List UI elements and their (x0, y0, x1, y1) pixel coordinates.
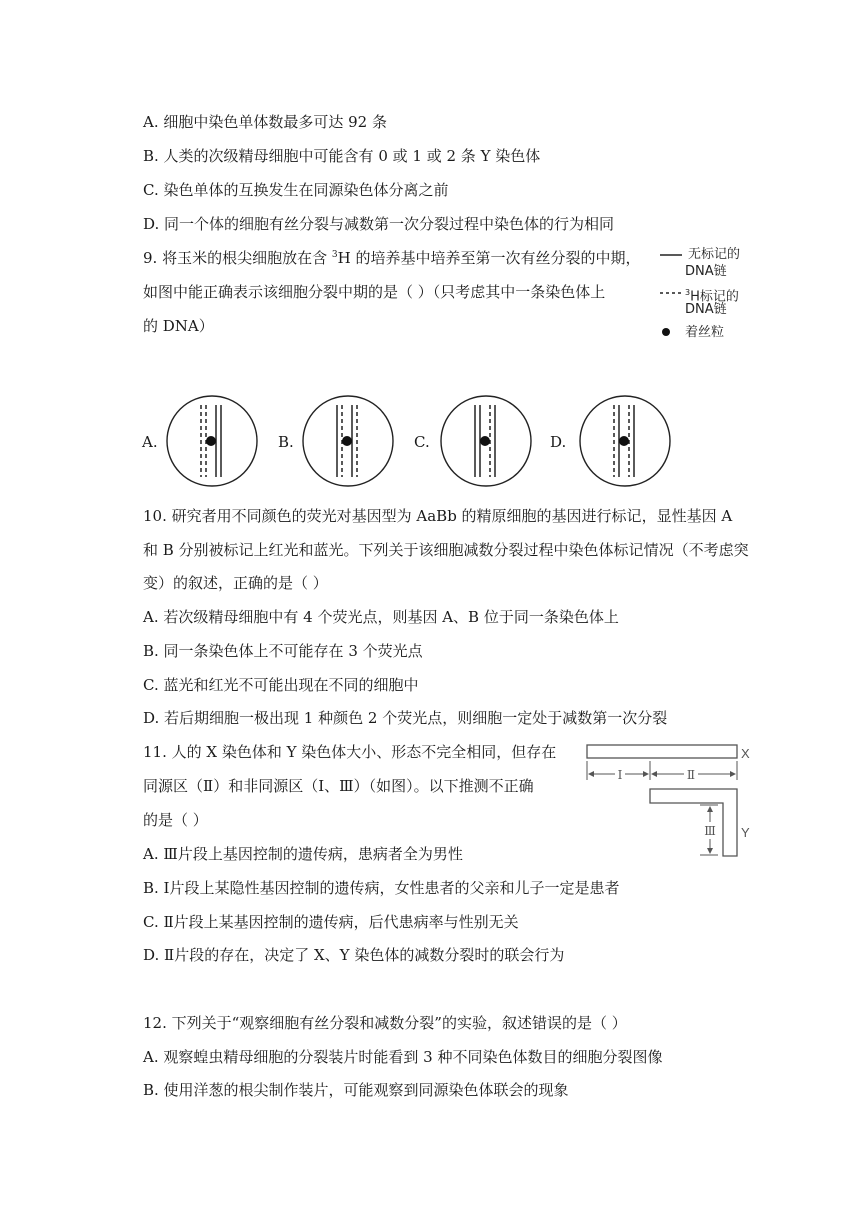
q12-option-a: A. 观察蝗虫精母细胞的分裂装片时能看到 3 种不同染色体数目的细胞分裂图像 (143, 1048, 663, 1066)
centromere-dot (206, 436, 216, 446)
x-chromosome-bar (587, 745, 737, 758)
q9-stem-line2: 如图中能正确表示该细胞分裂中期的是（ ）（只考虑其中一条染色体上 (143, 283, 606, 301)
q8-option-a: A. 细胞中染色单体数最多可达 92 条 (143, 113, 387, 131)
q11-option-a: A. Ⅲ片段上基因控制的遗传病，患病者全为男性 (143, 845, 463, 863)
region-2-label: Ⅱ (686, 768, 696, 782)
centromere-dot (342, 436, 352, 446)
q11-option-b: B. Ⅰ片段上某隐性基因控制的遗传病，女性患者的父亲和儿子一定是患者 (143, 879, 620, 897)
q9-option-d-label: D. (550, 433, 567, 451)
q9-stem-line3: 的 DNA） (143, 317, 214, 335)
q10-stem-line3: 变）的叙述，正确的是（ ） (143, 574, 328, 592)
q12-option-b: B. 使用洋葱的根尖制作装片，可能观察到同源染色体联会的现象 (143, 1081, 569, 1099)
centromere-key (662, 328, 670, 336)
x-chromosome-label: X (741, 746, 750, 761)
q10-option-a: A. 若次级精母细胞中有 4 个荧光点，则基因 A、B 位于同一条染色体上 (143, 608, 619, 626)
q11-option-c: C. Ⅱ片段上某基因控制的遗传病，后代患病率与性别无关 (143, 913, 519, 931)
q11-stem-line2: 同源区（Ⅱ）和非同源区（Ⅰ、Ⅲ）（如图）。以下推测不正确 (143, 777, 534, 795)
xy-chromosome-figure (586, 742, 756, 860)
q8-option-d: D. 同一个体的细胞有丝分裂与减数第一次分裂过程中染色体的行为相同 (143, 215, 615, 233)
q9-option-a-diagram (164, 393, 260, 489)
q9-option-c-label: C. (414, 433, 430, 451)
q10-stem-line1: 10. 研究者用不同颜色的荧光对基因型为 AaBb 的精原细胞的基因进行标记，显性基因 A (143, 507, 733, 525)
region-3-label: Ⅲ (704, 824, 716, 838)
q8-option-b: B. 人类的次级精母细胞中可能含有 0 或 1 或 2 条 Y 染色体 (143, 147, 541, 165)
q9-option-b-label: B. (278, 433, 294, 451)
q9-option-a-label: A. (142, 433, 158, 451)
legend-labeled-2: DNA链 (685, 302, 727, 317)
q11-stem-line3: 的是（ ） (143, 811, 208, 829)
legend-labeled-1: $^3$H标记的 (685, 288, 739, 305)
q11-stem-line1: 11. 人的 X 染色体和 Y 染色体大小、形态不完全相同，但存在 (143, 743, 557, 761)
q10-option-d: D. 若后期细胞一极出现 1 种颜色 2 个荧光点，则细胞一定处于减数第一次分裂 (143, 709, 668, 727)
q8-option-c: C. 染色单体的互换发生在同源染色体分离之前 (143, 181, 449, 199)
q12-stem-line1: 12. 下列关于“观察细胞有丝分裂和减数分裂”的实验，叙述错误的是（ ） (143, 1014, 627, 1032)
y-chromosome-label: Y (741, 825, 750, 840)
region-1-label: Ⅰ (617, 768, 623, 782)
legend-unlabeled-2: DNA链 (685, 264, 727, 279)
legend-centromere: 着丝粒 (685, 325, 725, 340)
centromere-dot (619, 436, 629, 446)
q10-stem-line2: 和 B 分别被标记上红光和蓝光。下列关于该细胞减数分裂过程中染色体标记情况（不考虑突 (143, 541, 749, 559)
q10-option-c: C. 蓝光和红光不可能出现在不同的细胞中 (143, 676, 419, 694)
q9-option-b-diagram (300, 393, 396, 489)
q9-stem-line1: 9. 将玉米的根尖细胞放在含 $^3$H 的培养基中培养至第一次有丝分裂的中期， (143, 249, 641, 267)
q11-option-d: D. Ⅱ片段的存在，决定了 X、Y 染色体的减数分裂时的联会行为 (143, 946, 565, 964)
y-chromosome-shape (650, 789, 737, 856)
centromere-dot (480, 436, 490, 446)
q10-option-b: B. 同一条染色体上不可能存在 3 个荧光点 (143, 642, 423, 660)
q9-legend (658, 244, 768, 348)
q9-option-c-diagram (438, 393, 534, 489)
q9-option-d-diagram (577, 393, 673, 489)
legend-unlabeled-1: 无标记的 (688, 247, 741, 262)
